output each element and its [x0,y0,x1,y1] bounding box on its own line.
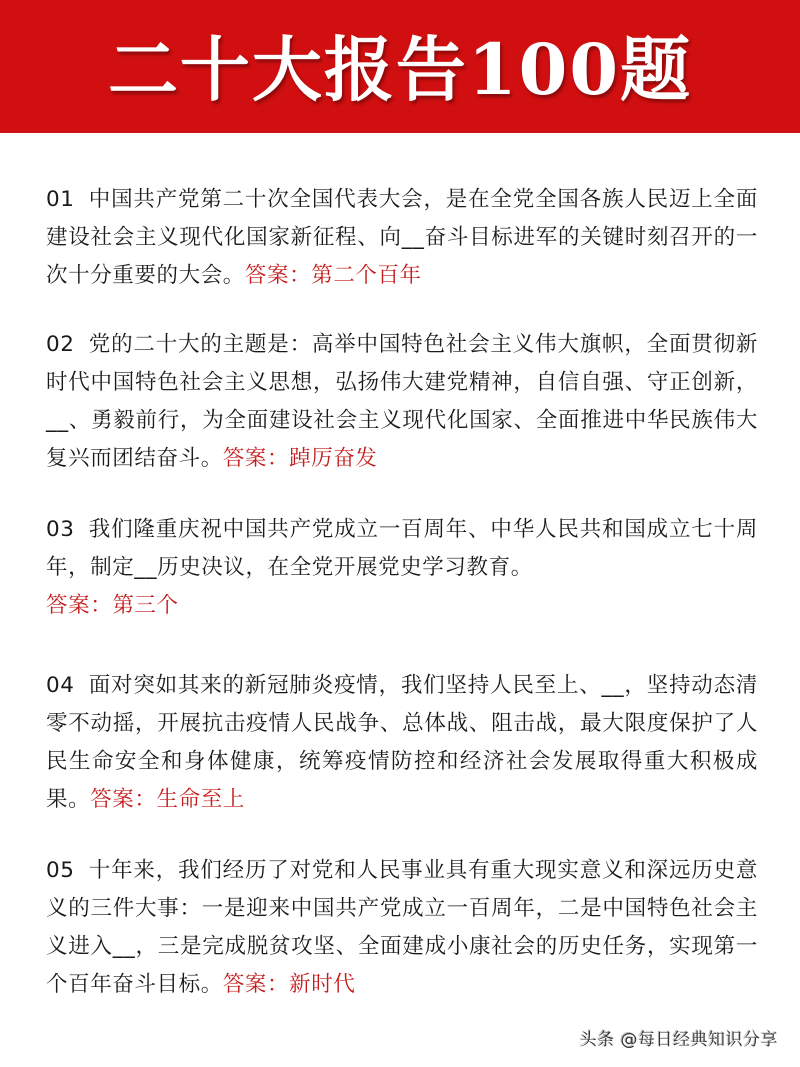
question-item [46,511,758,625]
question-item [46,667,758,819]
page-title: 二十大报告100题 [107,28,693,111]
question-text: 面对突如其来的新冠肺炎疫情，我们坚持人民至上、__，坚持动态清零不动摇，开展抗击疫情人民战争、总体战、阻击战，最大限度保护了人民生命安全和身体健康，统筹疫情防控和经济社会发展取得重大积极成果。 [46,673,758,812]
question-number: 01 [46,187,75,212]
question-text: 中国共产党第二十次全国代表大会，是在全党全国各族人民迈上全面建设社会主义现代化国家新征程、向__奋斗目标进军的关键时刻召开的一次十分重要的大会。 [46,187,758,288]
answer-label: 答案： [244,263,312,288]
answer-text: 踔厉奋发 [289,446,378,471]
title-banner [0,0,800,133]
answer-text: 第二个百年 [311,263,422,288]
question-item [46,852,758,1004]
question-text: 我们隆重庆祝中国共产党成立一百周年、中华人民共和国成立七十周年，制定__历史决议，在全党开展党史学习教育。 [46,517,758,580]
question-number: 03 [46,517,75,542]
answer-text: 生命至上 [156,787,245,812]
question-number: 05 [46,858,75,883]
question-text: 党的二十大的主题是：高举中国特色社会主义伟大旗帜，全面贯彻新时代中国特色社会主义思想，弘扬伟大建党精神，自信自强、守正创新，__、勇毅前行，为全面建设社会主义现代化国家、全面推进中华民族伟大复兴而团结奋斗。 [46,332,758,471]
answer-label: 答案： [222,972,290,997]
question-number: 04 [46,673,75,698]
answer-label: 答案： [90,787,157,812]
answer-label: 答案： [46,593,113,618]
source-watermark: 头条 @每日经典知识分享 [579,1030,778,1050]
question-item [46,326,758,478]
question-number: 02 [46,332,75,357]
question-text: 十年来，我们经历了对党和人民事业具有重大现实意义和深远历史意义的三件大事：一是迎来中国共产党成立一百周年，二是中国特色社会主义进入__，三是完成脱贫攻坚、全面建成小康社会的历史任务，实现第一个百年奋斗目标。 [46,858,758,997]
answer-label: 答案： [222,446,290,471]
answer-text: 第三个 [112,593,179,618]
answer-text: 新时代 [289,972,356,997]
question-item [46,181,758,295]
